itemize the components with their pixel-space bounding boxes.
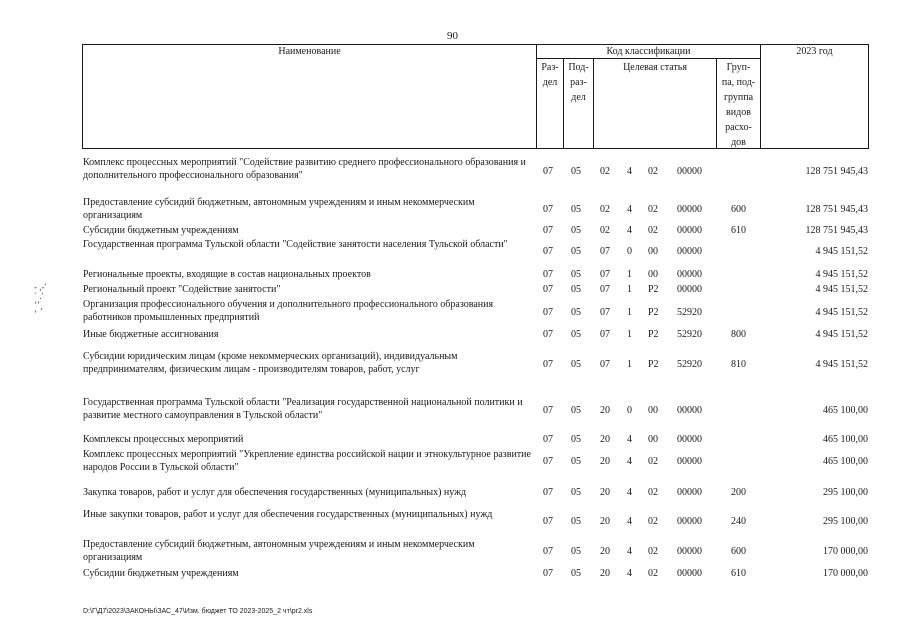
code-type: 4 bbox=[627, 546, 632, 557]
code-razdel: 07 bbox=[543, 225, 553, 236]
code-direction: 00000 bbox=[677, 568, 702, 579]
row-amount: 295 100,00 bbox=[823, 516, 868, 527]
column-name-header: Наименование bbox=[278, 46, 341, 57]
row-name: Закупка товаров, работ и услуг для обеспечения государственных (муниципальных) нужд bbox=[83, 487, 467, 498]
code-subprogram: 00 bbox=[648, 405, 658, 416]
code-expense-group: 800 bbox=[731, 329, 746, 340]
row-name: Региональные проекты, входящие в состав национальных проектов bbox=[83, 269, 371, 280]
code-program: 02 bbox=[600, 225, 610, 236]
code-razdel: 07 bbox=[543, 405, 553, 416]
code-direction: 00000 bbox=[677, 487, 702, 498]
code-razdel: 07 bbox=[543, 166, 553, 177]
code-type: 4 bbox=[627, 434, 632, 445]
row-amount: 128 751 945,43 bbox=[805, 204, 868, 215]
code-expense-group: 200 bbox=[731, 487, 746, 498]
header-divider bbox=[760, 44, 761, 149]
code-type: 1 bbox=[627, 307, 632, 318]
code-direction: 52920 bbox=[677, 329, 702, 340]
column-group-header: Груп- па, под- группа видов расхо- дов bbox=[721, 62, 756, 148]
code-expense-group: 600 bbox=[731, 546, 746, 557]
code-subprogram: 02 bbox=[648, 166, 658, 177]
code-subprogram: 02 bbox=[648, 225, 658, 236]
column-year-header: 2023 год bbox=[796, 46, 833, 57]
code-program: 07 bbox=[600, 284, 610, 295]
code-type: 4 bbox=[627, 456, 632, 467]
code-direction: 00000 bbox=[677, 546, 702, 557]
row-name: Комплекс процессных мероприятий "Укрепление единства российской нации и этнокультурное развитие народов России в Тульской области" bbox=[83, 449, 531, 473]
code-podrazdel: 05 bbox=[571, 434, 581, 445]
code-podrazdel: 05 bbox=[571, 246, 581, 257]
code-subprogram: 02 bbox=[648, 204, 658, 215]
row-amount: 128 751 945,43 bbox=[805, 225, 868, 236]
code-direction: 00000 bbox=[677, 225, 702, 236]
code-podrazdel: 05 bbox=[571, 405, 581, 416]
row-name: Иные закупки товаров, работ и услуг для обеспечения государственных (муниципальных) нужд bbox=[83, 509, 493, 520]
row-name: Региональный проект "Содействие занятости" bbox=[83, 284, 281, 295]
row-amount: 295 100,00 bbox=[823, 487, 868, 498]
row-amount: 170 000,00 bbox=[823, 546, 868, 557]
code-program: 02 bbox=[600, 166, 610, 177]
code-program: 07 bbox=[600, 307, 610, 318]
code-razdel: 07 bbox=[543, 487, 553, 498]
code-direction: 00000 bbox=[677, 284, 702, 295]
column-razdel-header: Раз- дел bbox=[541, 62, 559, 88]
code-type: 1 bbox=[627, 359, 632, 370]
row-name: Субсидии бюджетным учреждениям bbox=[83, 568, 239, 579]
code-subprogram: 02 bbox=[648, 568, 658, 579]
code-type: 4 bbox=[627, 225, 632, 236]
code-subprogram: P2 bbox=[648, 284, 659, 295]
code-program: 07 bbox=[600, 246, 610, 257]
row-name: Комплексы процессных мероприятий bbox=[83, 434, 244, 445]
code-razdel: 07 bbox=[543, 359, 553, 370]
code-podrazdel: 05 bbox=[571, 516, 581, 527]
row-name: Иные бюджетные ассигнования bbox=[83, 329, 219, 340]
code-program: 07 bbox=[600, 359, 610, 370]
code-direction: 00000 bbox=[677, 434, 702, 445]
row-name: Государственная программа Тульской области "Реализация государственной национальной политики и развитие местного самоуправления в Тульской области" bbox=[83, 397, 523, 421]
page-number: 90 bbox=[447, 30, 458, 42]
code-type: 4 bbox=[627, 204, 632, 215]
code-expense-group: 240 bbox=[731, 516, 746, 527]
code-subprogram: 02 bbox=[648, 456, 658, 467]
row-name: Организация профессионального обучения и дополнительного профессионального образования работников промышленных предприятий bbox=[83, 299, 494, 323]
code-subprogram: 00 bbox=[648, 246, 658, 257]
margin-marks: - ,-' ´ .' ’ʼ¸ ʼ bbox=[34, 282, 47, 319]
row-amount: 128 751 945,43 bbox=[805, 166, 868, 177]
code-subprogram: 00 bbox=[648, 269, 658, 280]
code-expense-group: 610 bbox=[731, 568, 746, 579]
file-path-footer: D:\Г\Д7\2023\ЗАКОНЫ\ЗАС_47\Изм. бюджет ТО 2023-2025_2 чт\pr2.xls bbox=[83, 608, 313, 615]
code-program: 07 bbox=[600, 269, 610, 280]
code-type: 0 bbox=[627, 405, 632, 416]
row-name: Предоставление субсидий бюджетным, автономным учреждениям и иным некоммерческим организациям bbox=[83, 539, 475, 563]
row-amount: 4 945 151,52 bbox=[815, 329, 868, 340]
code-type: 1 bbox=[627, 329, 632, 340]
code-razdel: 07 bbox=[543, 307, 553, 318]
code-subprogram: P2 bbox=[648, 329, 659, 340]
column-classification-header: Код классификации bbox=[606, 46, 691, 57]
code-podrazdel: 05 bbox=[571, 568, 581, 579]
column-podrazdel-header: Под- раз- дел bbox=[568, 62, 589, 103]
code-podrazdel: 05 bbox=[571, 329, 581, 340]
code-direction: 00000 bbox=[677, 456, 702, 467]
row-amount: 4 945 151,52 bbox=[815, 246, 868, 257]
code-direction: 00000 bbox=[677, 166, 702, 177]
code-direction: 52920 bbox=[677, 307, 702, 318]
code-subprogram: P2 bbox=[648, 307, 659, 318]
row-amount: 4 945 151,52 bbox=[815, 307, 868, 318]
code-razdel: 07 bbox=[543, 516, 553, 527]
code-expense-group: 600 bbox=[731, 204, 746, 215]
code-program: 20 bbox=[600, 456, 610, 467]
code-type: 4 bbox=[627, 568, 632, 579]
code-direction: 00000 bbox=[677, 405, 702, 416]
code-razdel: 07 bbox=[543, 204, 553, 215]
header-left-border bbox=[82, 44, 83, 149]
code-direction: 00000 bbox=[677, 269, 702, 280]
code-razdel: 07 bbox=[543, 546, 553, 557]
code-subprogram: 02 bbox=[648, 516, 658, 527]
code-expense-group: 610 bbox=[731, 225, 746, 236]
code-podrazdel: 05 bbox=[571, 307, 581, 318]
code-program: 20 bbox=[600, 546, 610, 557]
code-program: 20 bbox=[600, 568, 610, 579]
code-direction: 00000 bbox=[677, 204, 702, 215]
code-direction: 00000 bbox=[677, 516, 702, 527]
column-target-header: Целевая статья bbox=[623, 62, 687, 73]
code-type: 4 bbox=[627, 487, 632, 498]
code-razdel: 07 bbox=[543, 284, 553, 295]
code-program: 20 bbox=[600, 516, 610, 527]
code-subprogram: 00 bbox=[648, 434, 658, 445]
code-podrazdel: 05 bbox=[571, 359, 581, 370]
row-amount: 4 945 151,52 bbox=[815, 269, 868, 280]
row-amount: 4 945 151,52 bbox=[815, 284, 868, 295]
code-program: 20 bbox=[600, 487, 610, 498]
row-amount: 465 100,00 bbox=[823, 405, 868, 416]
code-podrazdel: 05 bbox=[571, 284, 581, 295]
code-program: 07 bbox=[600, 329, 610, 340]
header-right-border bbox=[868, 44, 869, 149]
code-razdel: 07 bbox=[543, 269, 553, 280]
code-direction: 52920 bbox=[677, 359, 702, 370]
code-direction: 00000 bbox=[677, 246, 702, 257]
code-razdel: 07 bbox=[543, 329, 553, 340]
code-podrazdel: 05 bbox=[571, 456, 581, 467]
row-name: Субсидии юридическим лицам (кроме некоммерческих организаций), индивидуальным предпринимателям, физическим лицам - производителям товаров, работ, услуг bbox=[83, 351, 458, 375]
code-razdel: 07 bbox=[543, 246, 553, 257]
code-program: 02 bbox=[600, 204, 610, 215]
row-amount: 465 100,00 bbox=[823, 456, 868, 467]
code-subprogram: 02 bbox=[648, 546, 658, 557]
row-name: Государственная программа Тульской области "Содействие занятости населения Тульской области" bbox=[83, 239, 508, 250]
row-name: Предоставление субсидий бюджетным, автономным учреждениям и иным некоммерческим организациям bbox=[83, 197, 475, 221]
row-name: Субсидии бюджетным учреждениям bbox=[83, 225, 239, 236]
code-expense-group: 810 bbox=[731, 359, 746, 370]
code-razdel: 07 bbox=[543, 568, 553, 579]
code-podrazdel: 05 bbox=[571, 225, 581, 236]
row-amount: 170 000,00 bbox=[823, 568, 868, 579]
code-type: 0 bbox=[627, 246, 632, 257]
code-program: 20 bbox=[600, 434, 610, 445]
code-podrazdel: 05 bbox=[571, 166, 581, 177]
code-type: 4 bbox=[627, 516, 632, 527]
code-subprogram: 02 bbox=[648, 487, 658, 498]
code-type: 1 bbox=[627, 284, 632, 295]
code-razdel: 07 bbox=[543, 434, 553, 445]
code-podrazdel: 05 bbox=[571, 487, 581, 498]
code-razdel: 07 bbox=[543, 456, 553, 467]
code-podrazdel: 05 bbox=[571, 546, 581, 557]
row-amount: 465 100,00 bbox=[823, 434, 868, 445]
code-subprogram: P2 bbox=[648, 359, 659, 370]
row-name: Комплекс процессных мероприятий "Содействие развитию среднего профессионального образования и дополнительного профессионального образования" bbox=[83, 157, 526, 181]
code-type: 1 bbox=[627, 269, 632, 280]
row-amount: 4 945 151,52 bbox=[815, 359, 868, 370]
code-podrazdel: 05 bbox=[571, 269, 581, 280]
code-podrazdel: 05 bbox=[571, 204, 581, 215]
code-program: 20 bbox=[600, 405, 610, 416]
code-type: 4 bbox=[627, 166, 632, 177]
